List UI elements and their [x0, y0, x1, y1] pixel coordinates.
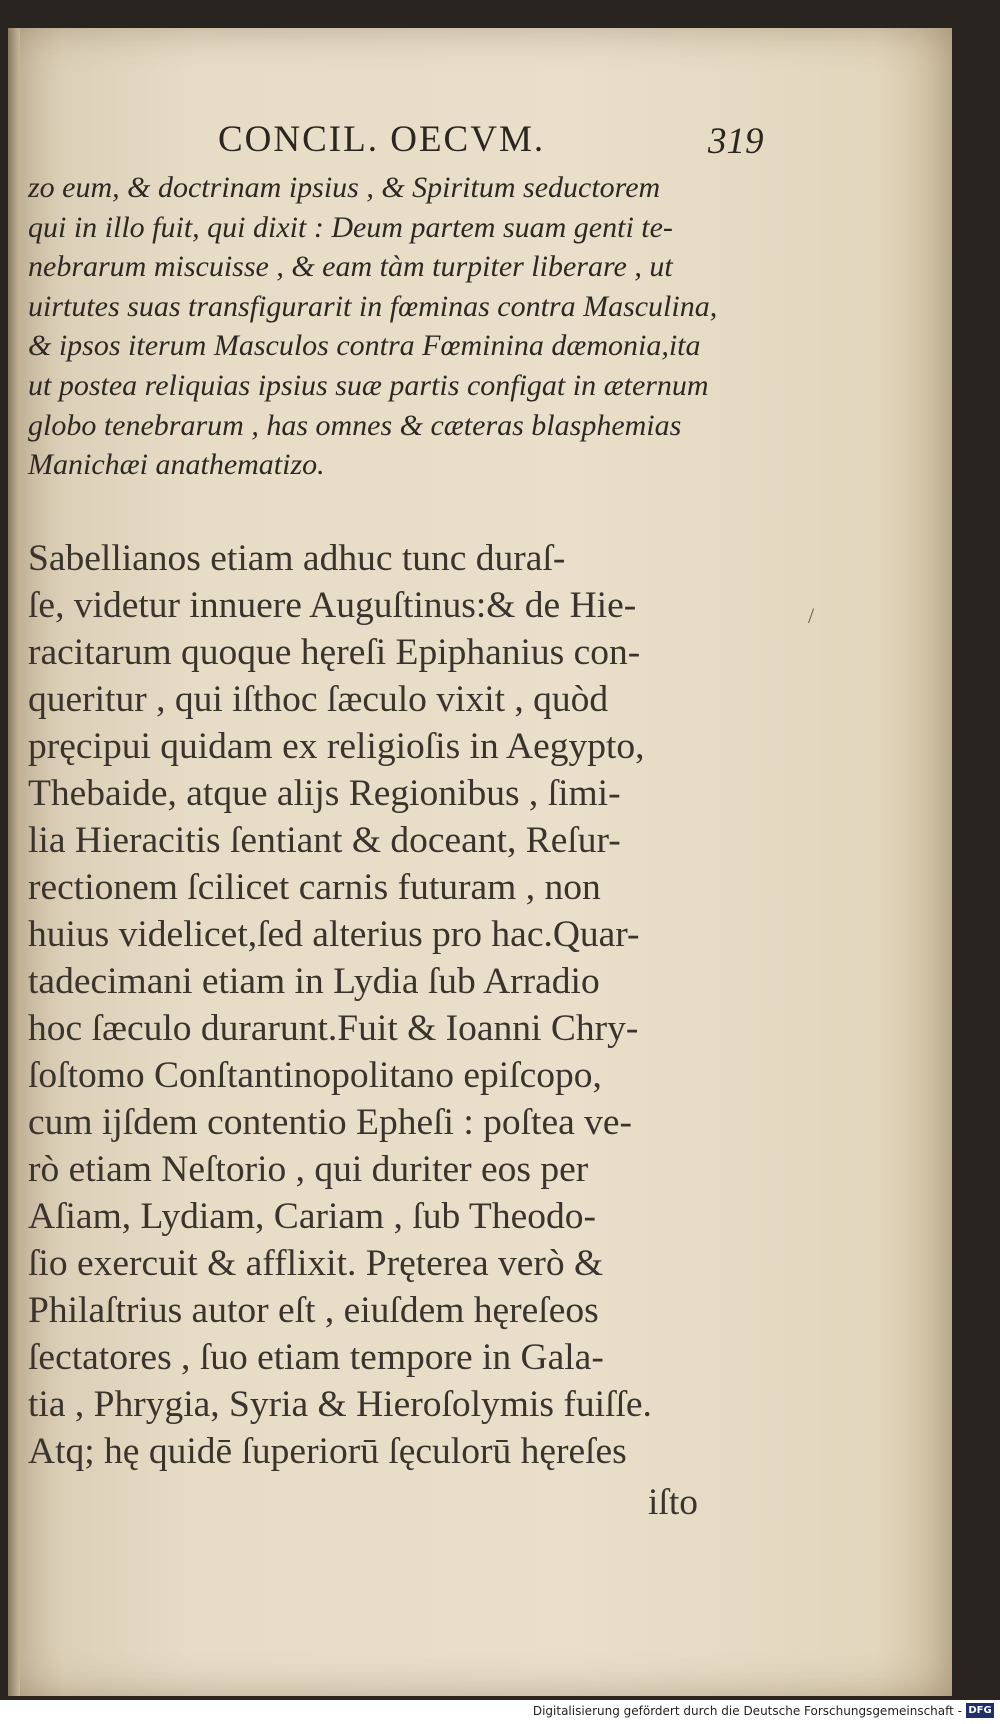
body-line: cum ijſdem contentio Epheſi : poſtea ve-	[28, 1102, 632, 1143]
running-title: CONCIL. OECVM.	[218, 119, 546, 160]
body-line: rectionem ſcilicet carnis futuram , non	[28, 867, 601, 908]
body-line: Atq; hę quidē ſuperiorū ſęculorū hęreſes	[28, 1431, 627, 1472]
italic-line: zo eum, & doctrinam ipsius , & Spiritum seductorem	[28, 171, 661, 204]
body-paragraph	[28, 535, 788, 1475]
italic-line: qui in illo fuit, qui dixit : Deum partem suam genti te-	[28, 210, 673, 244]
body-line: lia Hieracitis ſentiant & doceant, Reſur-	[28, 820, 621, 861]
body-line: Sabellianos etiam adhuc tunc duraſ-	[28, 538, 566, 579]
dfg-logo: DFG	[966, 1703, 994, 1718]
page-number: 319	[708, 121, 764, 162]
margin-mark: /	[808, 603, 815, 628]
page-gutter	[8, 28, 20, 1696]
body-line: pręcipui quidam ex religioſis in Aegypto,	[28, 726, 645, 767]
book-page	[8, 28, 952, 1696]
funding-credit: Digitalisierung gefördert durch die Deutsche Forschungsgemeinschaft -	[532, 1704, 962, 1718]
italic-line: ut postea reliquias ipsius suæ partis configat in æternum	[28, 368, 709, 402]
body-line: tadecimani etiam in Lydia ſub Arradio	[28, 961, 600, 1002]
body-line: ſoſtomo Conſtantinopolitano epiſcopo,	[28, 1055, 602, 1096]
italic-line: uirtutes suas transfigurarit in fœminas contra Masculina,	[28, 289, 718, 323]
italic-line: & ipsos iterum Masculos contra Fœminina dæmonia,ita	[28, 329, 701, 363]
body-line: queritur , qui iſthoc ſæculo vixit , quòd	[28, 679, 609, 720]
body-line: huius videlicet,ſed alterius pro hac.Quar-	[28, 914, 640, 955]
body-line: Philaſtrius autor eſt , eiuſdem hęreſeos	[28, 1290, 599, 1331]
page-header	[8, 90, 952, 162]
catchword: iſto	[648, 1482, 699, 1523]
italic-line: Manichæi anathematizo.	[28, 448, 325, 482]
body-line: Aſiam, Lydiam, Cariam , ſub Theodo-	[28, 1196, 596, 1237]
digitization-footer	[0, 1700, 1000, 1724]
body-line: racitarum quoque hęreſi Epiphanius con-	[28, 632, 641, 673]
body-line: hoc ſæculo durarunt.Fuit & Ioanni Chry-	[28, 1008, 639, 1049]
italic-line: nebrarum miscuisse , & eam tàm turpiter liberare , ut	[28, 250, 673, 284]
body-line: rò etiam Neſtorio , qui duriter eos per	[28, 1149, 589, 1190]
body-line: tia , Phrygia, Syria & Hieroſolymis fuiſſe.	[28, 1384, 652, 1425]
italic-line: globo tenebrarum , has omnes & cæteras blasphemias	[28, 408, 682, 442]
body-line: Thebaide, atque alijs Regionibus , ſimi-	[28, 773, 621, 814]
body-line: ſe, videtur innuere Auguſtinus:& de Hie-	[28, 585, 637, 626]
body-line: ſio exercuit & afflixit. Pręterea verò &	[28, 1243, 604, 1284]
body-line: ſectatores , ſuo etiam tempore in Gala-	[28, 1337, 604, 1378]
italic-quotation	[28, 168, 788, 485]
